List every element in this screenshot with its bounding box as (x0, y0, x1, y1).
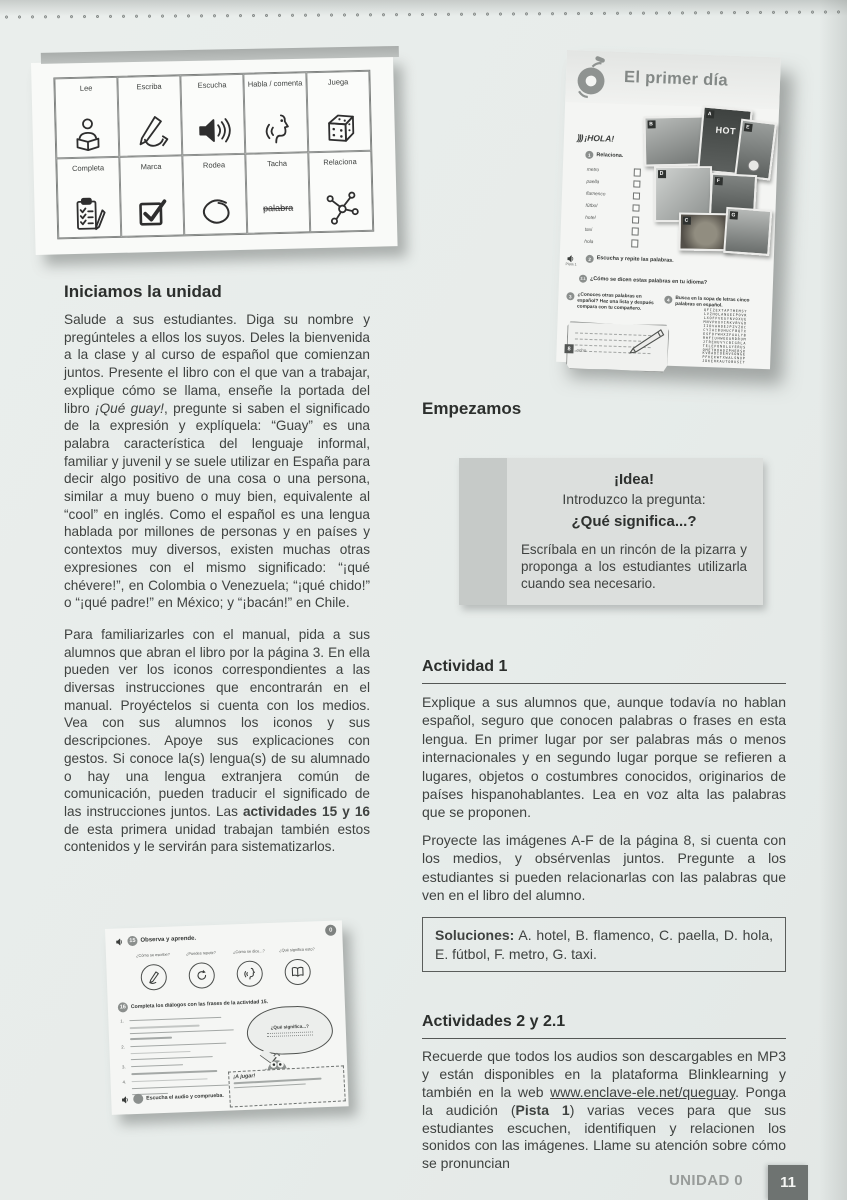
solutions-text: A. hotel, B. flamenco, C. paella, D. hola, E. fútbol, F. metro, G. taxi. (435, 927, 773, 962)
clipboard-checklist-icon (71, 195, 108, 232)
question-label: ¿Cómo se escribe? (136, 951, 170, 958)
a-jugar-box (228, 1065, 346, 1107)
a-jugar-title: ¡A jugar! (233, 1073, 256, 1081)
question-card (226, 949, 273, 988)
reading-person-icon (69, 115, 106, 152)
word-label: hotel (585, 215, 596, 221)
photo-letter-badge: D (658, 170, 666, 178)
speaker-icon (195, 112, 232, 149)
open-book-icon (290, 965, 305, 980)
writing-hand-icon (147, 970, 162, 985)
page-right-shading (819, 0, 847, 1200)
icon-cell-lee (54, 77, 119, 159)
section-heading-empezamos: Empezamos (422, 399, 522, 418)
left-column (64, 282, 370, 870)
dialog-lines-block (120, 1014, 245, 1100)
icon-cell-escriba (117, 75, 182, 157)
question-label: ¿Cómo se dice...? (233, 948, 265, 955)
cell-label: Rodea (202, 160, 226, 170)
dialog-line (131, 1051, 191, 1055)
activity-number-badge: 4 (664, 296, 672, 304)
dialog-line (131, 1056, 213, 1061)
activity-1-header (585, 151, 623, 160)
activity-title: Escucha el audio y comprueba. (146, 1092, 224, 1102)
student-book-page-thumbnail (105, 920, 349, 1115)
photo-futbol (734, 119, 777, 181)
dialog-line (132, 1078, 208, 1082)
icon-cell-juega (306, 71, 371, 153)
wordsearch-grid: QFIZEXTAPTMEMSY LVZHOLANGEIPOVR LXOFFVEGYNVOXUE MNVPKUVIRKVBVGD IIDVAHOEJPZVZOC CYIAIBUHUCFBQTX ESFOYWHXZFAALYB RHFIUHWEEURDRUM JTRENUVYCBIGRLA TELEFONOLGYERUS OMETROHOZPHERSK KVBADIOEHVSONGE PFKEKWTXWALSNUP JDKEHKAUTOBUSIT (702, 307, 748, 365)
pista-label: Pista 1 (565, 262, 577, 267)
hola-word: ¡HOLA! (584, 132, 615, 144)
audio-speaker-icon (121, 1095, 130, 1104)
word-label: hola (584, 239, 594, 245)
activities-2-paragraph (422, 1048, 786, 1173)
hola-caption (577, 132, 615, 143)
photo-letter-badge: G (729, 211, 738, 220)
word-row (585, 226, 639, 235)
talking-face-icon (242, 966, 257, 981)
instruction-icons-table (53, 70, 374, 240)
word-label: paella (586, 179, 600, 186)
cell-label: Relaciona (323, 157, 357, 167)
paragraph-manual (64, 626, 370, 856)
cell-label: Completa (71, 163, 105, 174)
footer-page-number: 11 (768, 1165, 808, 1200)
activity-number-badge: 16 (118, 1002, 128, 1012)
audio-speaker-icon (115, 937, 124, 946)
activity-3-header (566, 292, 659, 313)
dialog-number: 1. (120, 1018, 124, 1024)
word-checkbox (633, 180, 641, 188)
activity-title: Relaciona. (596, 151, 624, 159)
activity-title: Busca en la sopa de letras cinco palabras en español. (675, 295, 750, 309)
student-page-number: 8 (564, 344, 573, 353)
activities-2-heading: Actividades 2 y 2.1 (422, 1013, 786, 1039)
book-title-italic: ¡Qué guay! (95, 400, 164, 416)
dialog-line (130, 1025, 200, 1029)
struckthrough-word: palabra (262, 202, 294, 214)
activity-1-paragraph-1: Explique a sus alumnos que, aunque todavía no hablan español, seguro que conocen palabras o frases en esta lengua. En primer lugar por ser palabras más o menos internacionales y en segundo lugar porque se refieren a lugares, objetos o costumbres conocidos, originarios de países hispanohablantes. Lea en voz alta las palabras que se proponen. (422, 694, 786, 821)
pista-bold-ref: Pista 1 (515, 1101, 570, 1118)
activity-title: ¿Conoces otras palabras en español? Haz una lista y después compara con tu compañero. (576, 292, 654, 312)
word-row (585, 202, 639, 211)
activity-number-badge (133, 1094, 143, 1104)
word-checkbox (632, 192, 640, 200)
speech-bubble-text: ¿Qué significa...? (270, 1023, 309, 1030)
activity-15-header (115, 934, 196, 947)
photo-letter-badge: B (647, 120, 655, 128)
audio-icon-with-label (565, 254, 576, 267)
icon-cell-relaciona (308, 151, 373, 233)
hotel-sign-text: HOT (715, 124, 737, 137)
solutions-box (422, 917, 786, 972)
photo-letter-badge: F (714, 176, 722, 184)
idea-title: ¡Idea! (613, 471, 654, 488)
activity-title: ¿Cómo se dicen estas palabras en tu idioma? (589, 275, 708, 286)
section-heading-iniciamos: Iniciamos la unidad (64, 282, 222, 301)
dialog-number: 3. (121, 1064, 126, 1070)
icon-cell-tacha (245, 152, 310, 234)
photo-letter-badge: A (705, 109, 714, 118)
activity-title: Completa los diálogos con las frases de la actividad 15. (130, 999, 269, 1011)
text-run: de esta primera unidad trabajan también estos contenidos y le servirán para sistematizarlos. (64, 821, 370, 855)
footer-unit-label: UNIDAD 0 (668, 1172, 743, 1189)
idea-body: Escríbala en un rincón de la pizarra y proponga a los estudiantes utilizarla cuando sea necesario. (521, 542, 747, 591)
cell-label: Lee (79, 83, 93, 93)
text-run: Salude a sus estudiantes. Diga su nombre y pregúnteles a ellos los suyos. Deles la bienvenida a la clase y al curso de español que comienzan juntos. Presente el libro con el que van a trabajar, explique cómo se llama, enseñe la portada del libro (64, 312, 370, 416)
dialog-line (130, 1029, 234, 1034)
student-page-number-word: ocho (576, 347, 587, 353)
checkbox-icon (134, 194, 171, 231)
photo-letter-badge: C (682, 216, 690, 224)
text-run: ) varias veces para que sus estudiantes escuchen, identifiquen y relacionen los sonidos con las imágenes. Llame su atención sobre cómo se pronuncian (422, 1101, 786, 1172)
question-circle (140, 964, 167, 991)
cell-label: Marca (140, 161, 162, 172)
idea-note-box (459, 458, 763, 605)
word-checkbox (632, 204, 640, 212)
word-label: fútbol (585, 203, 598, 210)
solutions-label: Soluciones: (435, 927, 515, 944)
dialog-number: 2. (121, 1044, 125, 1050)
network-nodes-icon (323, 189, 360, 226)
football-ball (747, 159, 760, 172)
text-run: , pregunte si saben el significado de la expresión y explíquela: “Guay” es una palabra característica del lenguaje informal, familiar y juvenil y se suele utilizar en España para decir algo positivo de una cosa o una persona, similar a muy bueno o muy bien, equivalente al “cool” en inglés. Como el español es una lengua hablada por millones de personas y en países y contextos muy diversos, existen muchas otras expresiones con el mismo significado: “¡qué chévere!”, en Colombia o Venezuela; “¡qué chido!” o “¡qué padre!” en México; y “¡bacán!” en Chile. (64, 400, 370, 611)
text-run: Para familiarizarles con el manual, pida a sus alumnos que abran el libro por la página 3. En ella pueden ver los iconos correspondientes a las diversas instrucciones que encontrarán en el manual. Proyéctelos si cuenta con los medios. Vea con sus alumnos los iconos y sus descripciones. Apoye sus explicaciones con gestos. Si conoce la(s) lengua(s) de su alumnado o hay una lengua extranjera común de comunicación, pueden traducir el significado de las instrucciones juntos. Las (64, 626, 370, 819)
activity-number-badge: 1 (585, 151, 593, 159)
word-checkbox (631, 216, 639, 224)
unit-0-logo (573, 55, 610, 99)
question-label: ¿Puedes repetir? (185, 949, 216, 957)
dialog-line (130, 1037, 172, 1040)
activity-16-header (118, 997, 268, 1012)
paragraph-intro (64, 311, 370, 612)
word-row (584, 238, 638, 247)
text-run: Recuerde que todos los audios son descargables en MP3 y están disponibles en la plataforma Blinklearning y también en la web (422, 1048, 786, 1101)
dialog-line (131, 1070, 217, 1075)
activity-number-badge: 2.1 (579, 275, 587, 283)
word-label: flamenco (585, 191, 606, 198)
jugar-line (234, 1083, 306, 1088)
cell-label: Habla / comenta (247, 78, 303, 89)
word-list (584, 167, 641, 252)
question-card (274, 947, 321, 986)
icon-cell-completa (56, 157, 121, 239)
question-circle (284, 958, 311, 985)
cell-label: Tacha (266, 158, 288, 169)
hola-marks: ))) (576, 132, 583, 143)
word-label: metro (586, 168, 600, 174)
word-checkbox (631, 228, 639, 236)
cell-label: Escucha (197, 80, 227, 90)
repeat-arrow-icon (195, 968, 210, 983)
cell-label: Juega (327, 77, 349, 87)
dialog-number: 4. (122, 1079, 127, 1085)
activities-bold-ref: actividades 15 y 16 (242, 803, 370, 819)
icon-cell-habla (243, 72, 308, 154)
activity-title: Observa y aprende. (140, 935, 197, 944)
dice-icon (321, 109, 358, 146)
word-checkbox (631, 240, 639, 248)
bubble-write-line (267, 1034, 313, 1037)
activity-2-header (565, 254, 673, 270)
icon-cell-rodea (182, 154, 247, 236)
word-row (586, 191, 640, 200)
instruction-icons-card (31, 54, 398, 255)
word-row (587, 167, 641, 176)
photo-letter-badge: E (743, 123, 752, 132)
question-circle (188, 962, 215, 989)
photo-taxi (723, 207, 772, 256)
icon-cell-escucha (180, 74, 245, 156)
question-label: ¿Qué significa esto? (279, 946, 315, 953)
activity-number-badge: 3 (566, 292, 574, 300)
cell-label: Escriba (136, 81, 162, 92)
question-card (130, 952, 177, 991)
printed-url: www.enclave-ele.net/queguay (550, 1084, 736, 1101)
circle-outline-icon (197, 192, 234, 229)
bubble-write-line (267, 1031, 313, 1034)
activity-number-badge: 2 (586, 255, 594, 263)
word-row (585, 214, 639, 223)
right-column (422, 399, 786, 1182)
word-row (586, 179, 640, 188)
word-label: taxi (584, 227, 593, 233)
icon-cell-marca (119, 155, 184, 237)
idea-question: ¿Qué significa...? (571, 513, 697, 530)
question-card (178, 951, 225, 990)
text-run: . Ponga la audición ( (422, 1084, 786, 1118)
writing-hand-icon (132, 114, 169, 151)
activity-1-paragraph-2: Proyecte las imágenes A-F de la página 8, si cuenta con los medios, y obsérvenlas juntos. Pregunte a los estudiantes si pueden relacionarlas con las palabras que ven en el libro del alumno. (422, 831, 786, 904)
unit-badge: 0 (325, 925, 336, 936)
idea-intro: Introduzco la pregunta: (562, 491, 706, 507)
student-book-unit-page (556, 50, 781, 369)
question-circle (236, 960, 263, 987)
dialog-line (129, 1017, 221, 1022)
dialog-line (130, 1042, 226, 1047)
dialog-line (131, 1064, 183, 1067)
unit-title: El primer día (623, 68, 729, 90)
talking-face-icon (258, 111, 295, 148)
dialog-line (132, 1084, 230, 1089)
activity-1-heading: Actividad 1 (422, 658, 786, 684)
activity-title: Escucha y repite las palabras. (596, 255, 674, 264)
activity-2-1-header (579, 275, 707, 287)
activity-number-badge: 15 (127, 936, 137, 946)
word-checkbox (633, 168, 641, 176)
